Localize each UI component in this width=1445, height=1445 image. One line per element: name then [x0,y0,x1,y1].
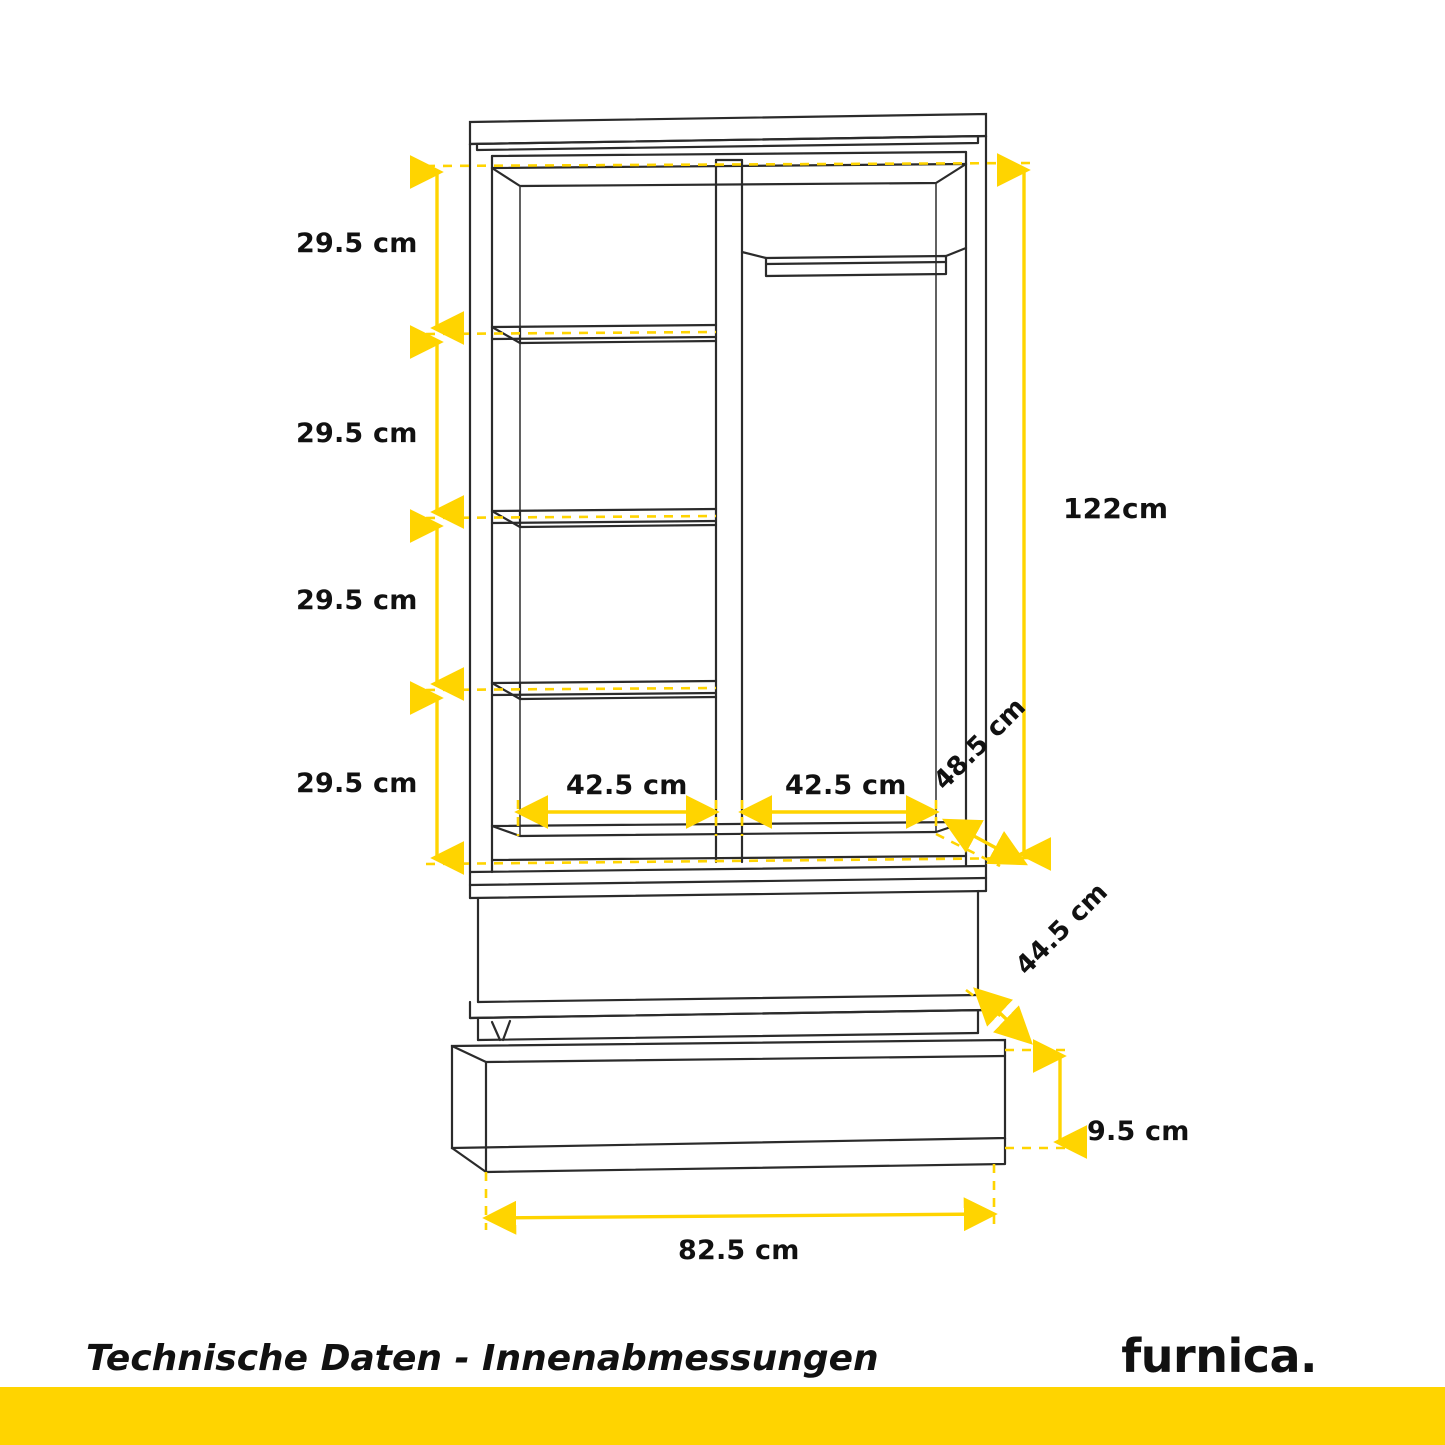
dimension-label-interior-depth: 48.5 cm [928,692,1033,797]
dimension-label-right-compartment-width: 42.5 cm [785,770,907,801]
brand-logo: furnica. [1121,1329,1317,1383]
dimension-label-drawer-height: 9.5 cm [1087,1116,1190,1147]
dimension-label-drawer-depth: 44.5 cm [1010,877,1115,982]
dimension-label-drawer-width: 82.5 cm [678,1235,800,1266]
wardrobe-body [452,114,1005,1172]
dimension-label-shelf-4-height: 29.5 cm [296,768,418,799]
dimension-label-total-interior-height: 122cm [1063,492,1169,525]
dimension-label-shelf-1-height: 29.5 cm [296,228,418,259]
dimension-label-shelf-3-height: 29.5 cm [296,585,418,616]
footer-caption: Technische Daten - Innenabmessungen [86,1338,879,1379]
footer-accent-bar [0,1387,1445,1445]
dimension-label-left-compartment-width: 42.5 cm [566,770,688,801]
dimension-label-shelf-2-height: 29.5 cm [296,418,418,449]
